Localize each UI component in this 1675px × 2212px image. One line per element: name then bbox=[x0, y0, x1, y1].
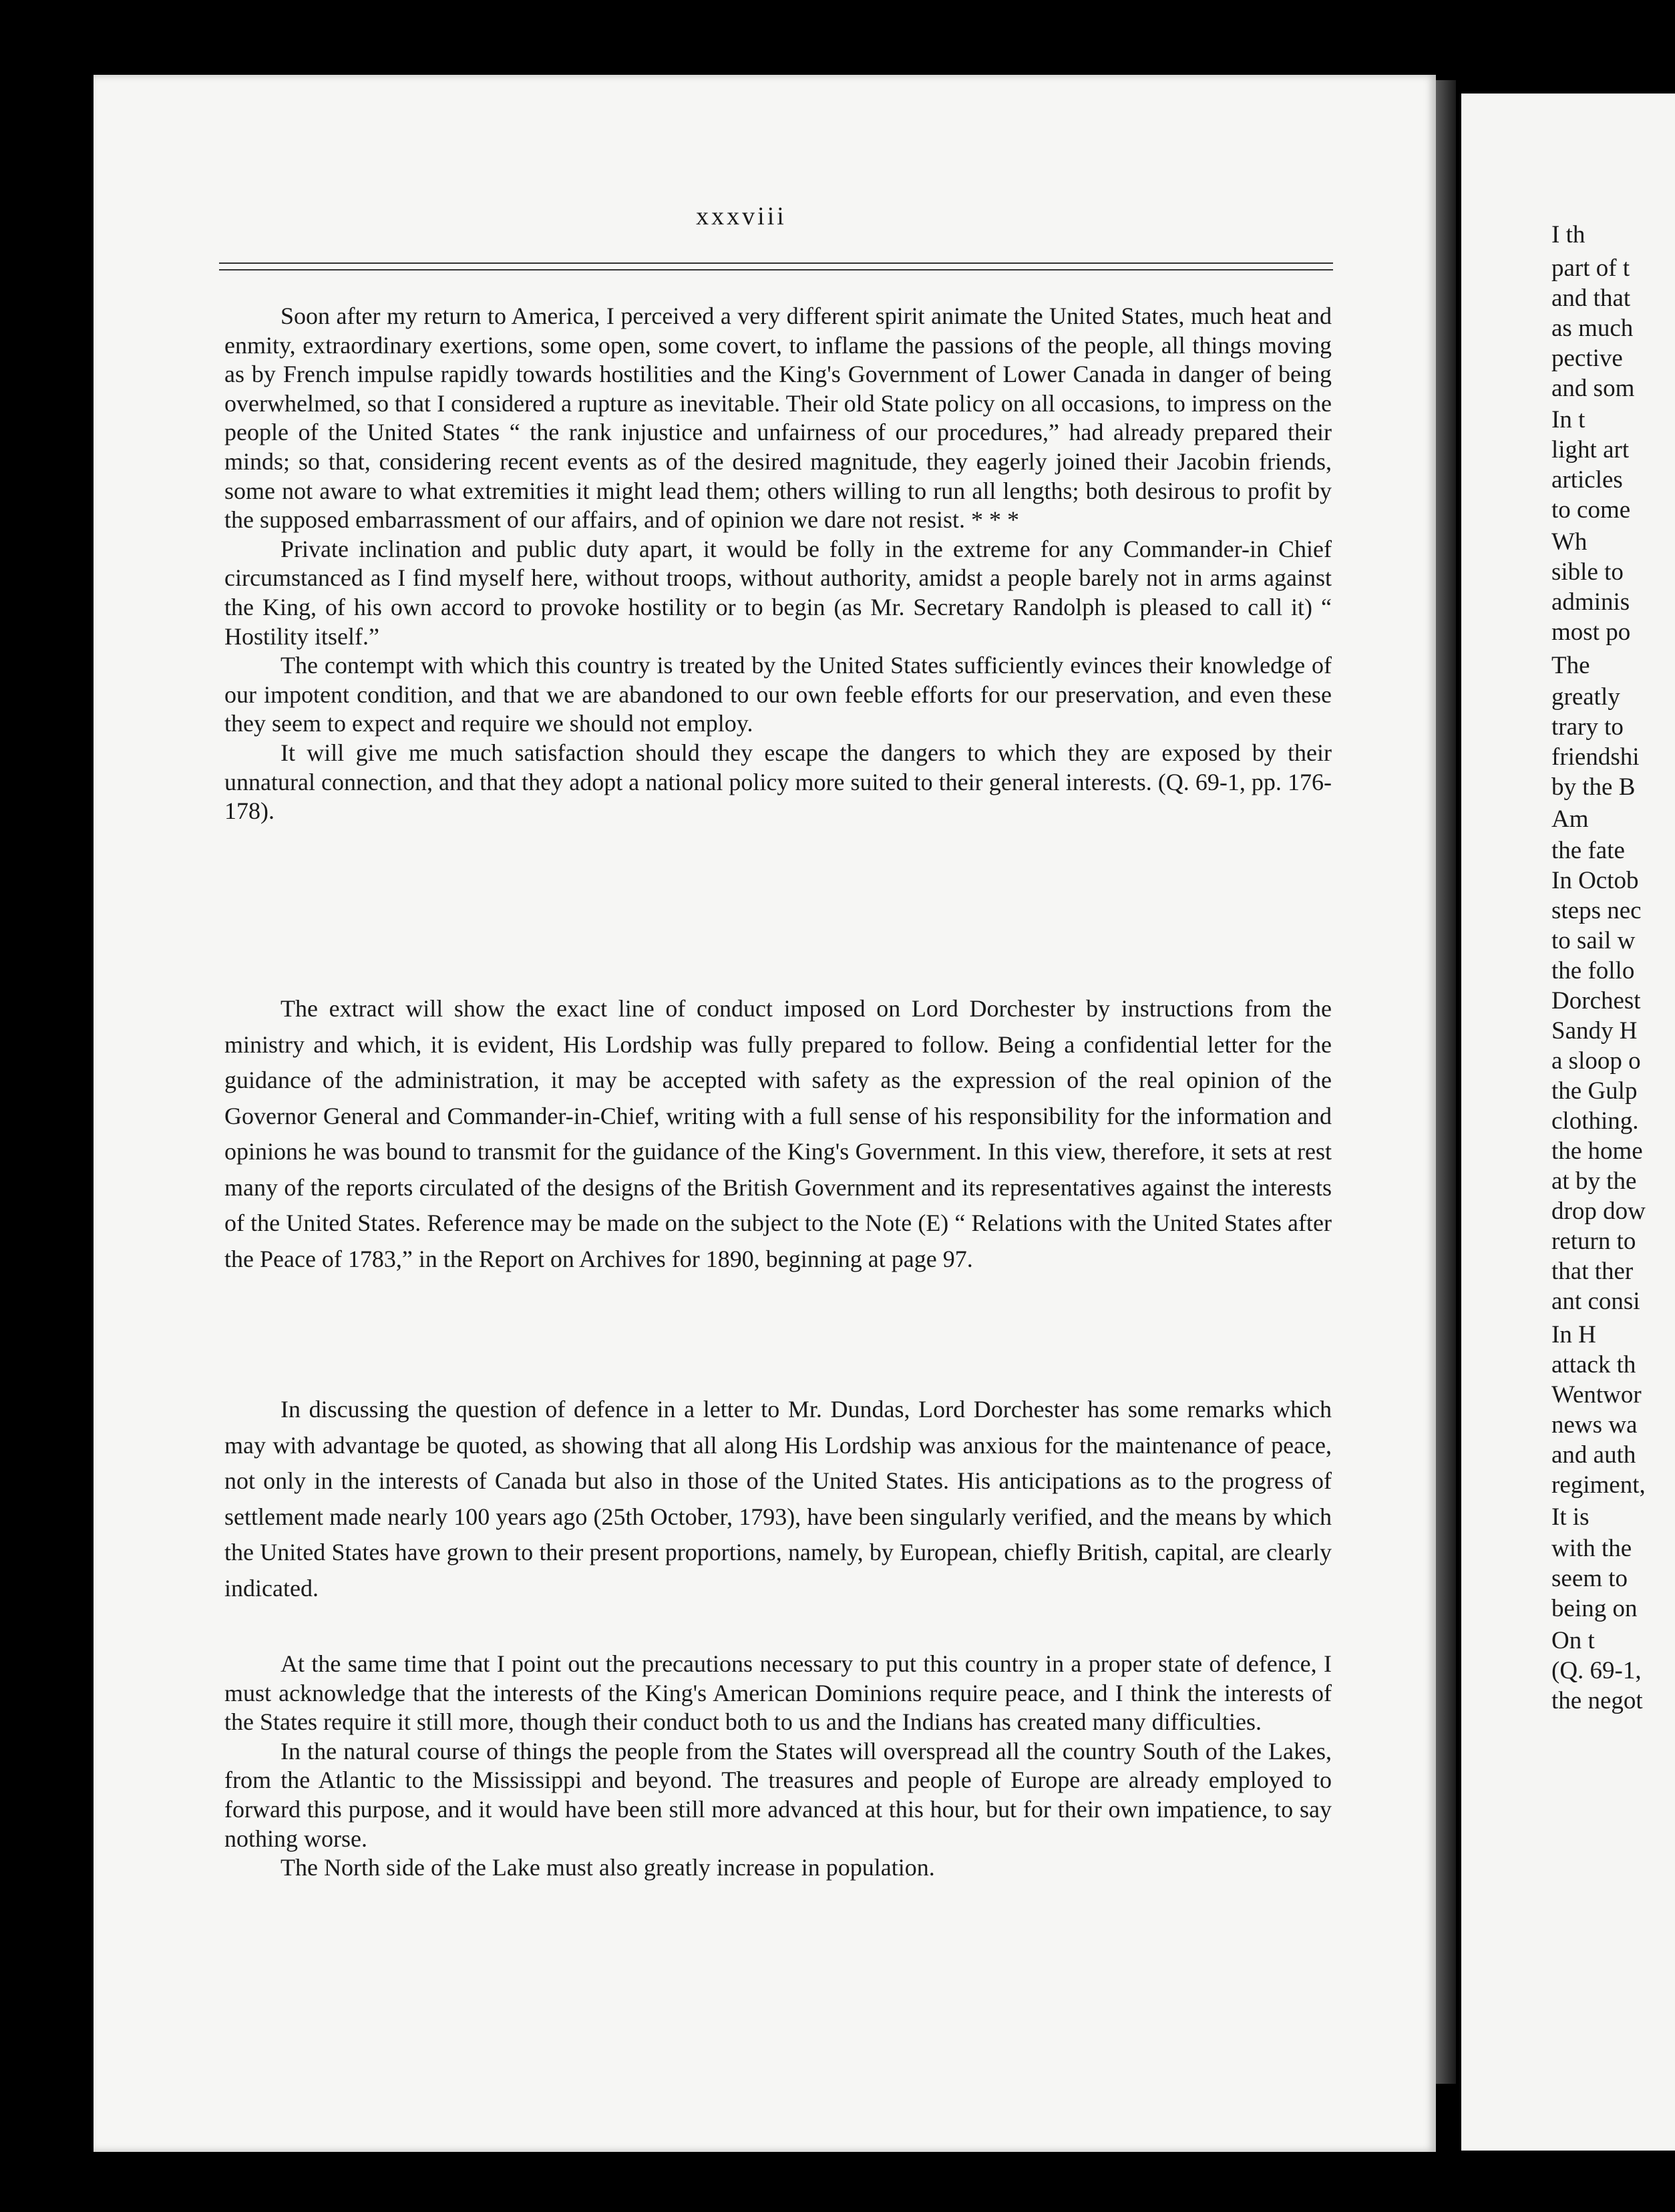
facing-page-line: with the bbox=[1551, 1535, 1632, 1562]
body-paragraph: In discussing the question of defence in a letter to Mr. Dundas, Lord Dorchester has some remarks which may with advantage be quoted, as showing that all along His Lordship was anxious for the maintenance of peace, not only in the interests of Canada but also in those of the United States. His anticipations as to the progress of settlement made nearly 100 years ago (25th October, 1793), have been singularly verified, and the means by which the United States have grown to their present proportions, namely, by European, chiefly British, capital, are clearly indicated. bbox=[224, 1396, 1332, 1602]
quote-paragraph: The North side of the Lake must also greatly increase in population. bbox=[281, 1854, 935, 1881]
facing-page-line: (Q. 69-1, bbox=[1551, 1657, 1642, 1684]
facing-page-line: part of t bbox=[1551, 254, 1630, 282]
facing-page-line: the negot bbox=[1551, 1687, 1643, 1714]
facing-page-line: On t bbox=[1551, 1627, 1595, 1654]
facing-page-line: ant consi bbox=[1551, 1288, 1640, 1315]
facing-page-line: and that bbox=[1551, 285, 1631, 312]
facing-page-line: the home bbox=[1551, 1137, 1643, 1165]
facing-page bbox=[1461, 94, 1675, 2151]
facing-page-line: to sail w bbox=[1551, 927, 1636, 954]
quote-paragraph: In the natural course of things the people from the States will overspread all the country South of the Lakes, from the Atlantic to the Mississippi and beyond. The treasures and people of Europe are already employed to forward this purpose, and it would have been still more advanced at this hour, but for their own impatience, to say nothing worse. bbox=[224, 1737, 1332, 1852]
page-number: xxxviii bbox=[696, 202, 787, 230]
page-edge bbox=[1436, 80, 1456, 2084]
facing-page-line: by the B bbox=[1551, 773, 1636, 801]
facing-page-line: Dorchest bbox=[1551, 987, 1641, 1015]
facing-page-line: pective bbox=[1551, 345, 1623, 372]
facing-page-line: clothing. bbox=[1551, 1107, 1639, 1135]
facing-page-line: at by the bbox=[1551, 1167, 1637, 1195]
facing-page-line: the follo bbox=[1551, 957, 1635, 984]
facing-page-line: articles bbox=[1551, 466, 1623, 494]
facing-page-line: light art bbox=[1551, 436, 1630, 464]
facing-page-line: The bbox=[1551, 652, 1590, 679]
quote-paragraph: It will give me much satisfaction should they escape the dangers to which they are exposed by their unnatural connection, and that they adopt a national policy more suited to their general interests. (Q. 69-1, pp. 176-178). bbox=[224, 739, 1332, 825]
facing-page-line: attack th bbox=[1551, 1351, 1636, 1378]
quote-paragraph: Soon after my return to America, I perceived a very different spirit animate the United States, much heat and enmity, extraordinary exertions, some open, some covert, to inflame the passions of the people, all things moving as by French impulse rapidly towards hostilities and the King's Government of Lower Canada in danger of being overwhelmed, so that I considered a rupture as inevitable. Their old State policy on all occasions, to impress on the people of the United States “ the rank injustice and unfairness of our procedures,” had already prepared their minds; so that, considering recent events as of the desired magnitude, they eagerly joined their Jacobin friends, some not aware to what extremities it might lead them; others willing to run all lengths; both desirous to profit by the supposed embarrassment of our affairs, and of opinion we dare not resist. * * * bbox=[224, 303, 1332, 534]
facing-page-line: drop dow bbox=[1551, 1197, 1646, 1225]
facing-page-line: most po bbox=[1551, 618, 1631, 646]
quote-paragraph: The contempt with which this country is treated by the United States sufficiently evinces their knowledge of our impotent condition, and that we are abandoned to our own feeble efforts for our preservation, and even these they seem to expect and require we should not employ. bbox=[224, 652, 1332, 737]
facing-page-line: Wh bbox=[1551, 528, 1588, 556]
facing-page-line: In Octob bbox=[1551, 867, 1639, 894]
facing-page-line: that ther bbox=[1551, 1258, 1634, 1285]
facing-page-line: Sandy H bbox=[1551, 1017, 1638, 1045]
facing-page-line: and auth bbox=[1551, 1441, 1636, 1469]
facing-page-line: In t bbox=[1551, 406, 1586, 433]
facing-page-line: regiment, bbox=[1551, 1471, 1646, 1499]
body-paragraph-1-block bbox=[224, 991, 1332, 1277]
facing-page-line: the Gulp bbox=[1551, 1077, 1638, 1105]
quote-paragraph: At the same time that I point out the precautions necessary to put this country in a proper state of defence, I must acknowledge that the interests of the King's American Dominions require peace, and I think the interests of the States require it still more, though their conduct both to us and the Indians has created many difficulties. bbox=[224, 1650, 1332, 1736]
quoted-letter-2 bbox=[224, 1650, 1332, 1883]
quoted-letter-1 bbox=[224, 302, 1332, 826]
facing-page-line: trary to bbox=[1551, 713, 1624, 741]
facing-page-line: the fate bbox=[1551, 837, 1625, 864]
quote-paragraph: Private inclination and public duty apart, it would be folly in the extreme for any Commander-in Chief circumstanced as I find myself here, without troops, without authority, amidst a people barely not in arms against the King, of his own accord to provoke hostility or to begin (as Mr. Secretary Randolph is pleased to call it) “ Hostility itself.” bbox=[224, 535, 1332, 650]
facing-page-line: friendshi bbox=[1551, 743, 1640, 771]
facing-page-line: to come bbox=[1551, 496, 1631, 524]
facing-page-line: a sloop o bbox=[1551, 1047, 1641, 1075]
body-paragraph-2-block bbox=[224, 1392, 1332, 1606]
facing-page-line: Am bbox=[1551, 805, 1589, 833]
header-rule-bottom bbox=[219, 269, 1333, 270]
facing-page-line: In H bbox=[1551, 1321, 1596, 1348]
body-paragraph: The extract will show the exact line of conduct imposed on Lord Dorchester by instructions from the ministry and which, it is evident, His Lordship was fully prepared to follow. Being a confidential letter for the guidance of the administration, it may be accepted with safety as the expression of the real opinion of the Governor General and Commander-in-Chief, writing with a full sense of his responsibility for the information and opinions he was bound to transmit for the guidance of the King's Government. In this view, therefore, it sets at rest many of the reports circulated of the designs of the British Government and its representatives against the interests of the United States. Reference may be made on the subject to the Note (E) “ Relations with the United States after the Peace of 1783,” in the Report on Archives for 1890, beginning at page 97. bbox=[224, 995, 1332, 1272]
facing-page-line: as much bbox=[1551, 315, 1634, 342]
facing-page-line: being on bbox=[1551, 1595, 1638, 1622]
facing-page-line: It is bbox=[1551, 1503, 1590, 1531]
facing-page-line: adminis bbox=[1551, 588, 1630, 616]
facing-page-line: steps nec bbox=[1551, 897, 1642, 924]
facing-page-line: return to bbox=[1551, 1228, 1636, 1255]
facing-page-line: greatly bbox=[1551, 683, 1620, 711]
header-rule-top bbox=[219, 262, 1333, 264]
facing-page-line: and som bbox=[1551, 375, 1635, 402]
facing-page-line: news wa bbox=[1551, 1411, 1638, 1439]
facing-page-line: seem to bbox=[1551, 1565, 1628, 1592]
facing-page-line: Wentwor bbox=[1551, 1381, 1642, 1409]
facing-page-line: sible to bbox=[1551, 558, 1624, 586]
facing-page-line: I th bbox=[1551, 221, 1586, 248]
